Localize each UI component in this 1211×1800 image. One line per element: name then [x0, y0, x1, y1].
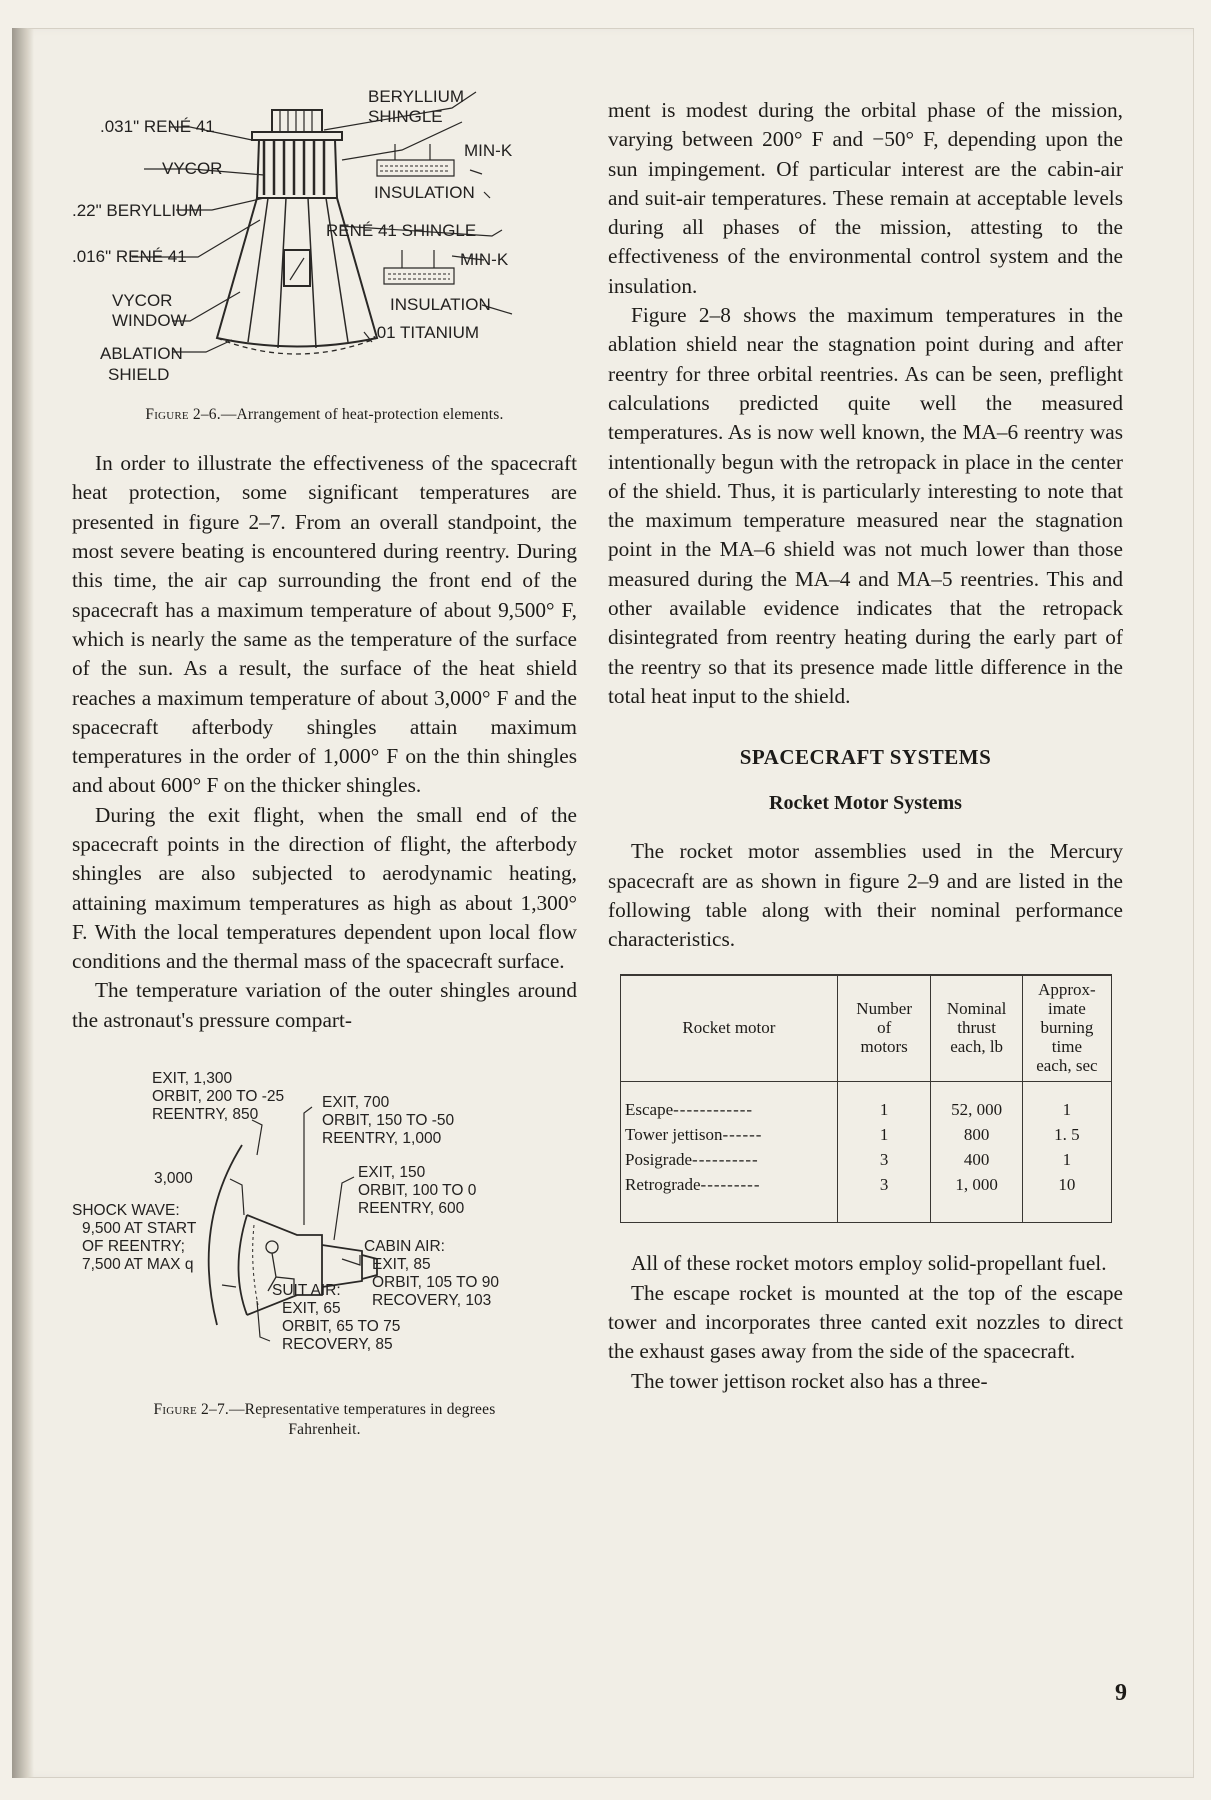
label-suit-1: SUIT AIR: — [272, 1282, 341, 1300]
figure-2-7-caption — [72, 1400, 577, 1440]
header-time-line4: time — [1051, 1037, 1082, 1057]
intro-paragraph: The rocket motor assemblies used in the Mercury spacecraft are as shown in figure 2–9 and are listed in the following table along with their nominal performance characteristics. — [608, 839, 1123, 952]
table-header-row — [621, 975, 1112, 1082]
header-time-line2: imate — [1048, 999, 1086, 1019]
row-time: 1 — [1022, 1082, 1111, 1123]
label-vycor-window-1: VYCOR — [112, 291, 173, 310]
header-number — [837, 975, 931, 1082]
table-row — [621, 1147, 1112, 1172]
figure-2-7-caption-line2: Fahrenheit. — [288, 1421, 361, 1439]
header-number-line1: Number — [856, 999, 913, 1019]
heat-protection-diagram — [72, 80, 577, 400]
label-titanium: .01 TITANIUM — [372, 323, 480, 342]
header-thrust — [931, 975, 1022, 1082]
row-number: 3 — [837, 1147, 931, 1172]
label-reentry-850: REENTRY, 850 — [152, 1106, 259, 1124]
label-ablation-1: ABLATION — [100, 344, 183, 363]
subsection-title: Rocket Motor Systems — [769, 792, 962, 815]
label-orbit-200: ORBIT, 200 TO -25 — [152, 1088, 285, 1106]
row-leader: ------ — [722, 1125, 763, 1145]
label-cabin-4: RECOVERY, 103 — [372, 1292, 492, 1310]
header-time-line1: Approx- — [1038, 980, 1096, 1000]
header-thrust-line2: thrust — [957, 1018, 996, 1038]
label-exit-700: EXIT, 700 — [322, 1094, 390, 1112]
figure-2-6-caption-text: —Arrangement of heat-protection elements. — [220, 406, 504, 423]
header-rocket-motor: Rocket motor — [621, 975, 838, 1082]
label-insulation-1: INSULATION — [374, 183, 475, 202]
right-bottom-paragraph-2: The escape rocket is mounted at the top of the escape tower and incorporates three canted exit nozzles to direct the exhaust gases away from the side of the spacecraft. — [608, 1280, 1123, 1364]
row-number: 1 — [837, 1122, 931, 1147]
row-number: 3 — [837, 1172, 931, 1223]
figure-2-7-caption-line1: —Representative temperatures in degrees — [228, 1401, 496, 1419]
row-name — [621, 1082, 838, 1123]
label-suit-3: ORBIT, 65 TO 75 — [282, 1318, 401, 1336]
table-row — [621, 1082, 1112, 1123]
left-text — [72, 449, 577, 1035]
figure-2-6-caption — [72, 405, 577, 425]
header-time-line3: burning — [1040, 1018, 1094, 1038]
page-number: 9 — [1115, 1680, 1127, 1706]
header-thrust-line1: Nominal — [946, 999, 1007, 1019]
label-beryllium-shingle-2: SHINGLE — [368, 107, 443, 126]
header-number-line2: of — [877, 1018, 892, 1038]
label-cabin-2: EXIT, 85 — [372, 1256, 431, 1274]
rocket-motor-table — [620, 974, 1112, 1223]
right-bottom-paragraph-3: The tower jettison rocket also has a three- — [631, 1368, 988, 1393]
row-thrust: 400 — [931, 1147, 1022, 1172]
label-reentry-600: REENTRY, 600 — [358, 1200, 465, 1218]
page-binding — [12, 28, 34, 1778]
row-name — [621, 1172, 838, 1223]
row-name-text: Tower jettison — [625, 1125, 723, 1145]
label-rene-031: .031" RENÉ 41 — [100, 117, 215, 136]
left-paragraph-1: In order to illustrate the effectiveness of the spacecraft heat protection, some significant temperatures are presented in figure 2–7. From an overall standpoint, the most severe beating is encountered during reentry. During this time, the air cap surrounding the front end of the spacecraft has a maximum temperature of about 9,500° F, which is nearly the same as the temperature of the surface of the sun. As a result, the surface of the heat shield reaches a maximum temperature of about 3,000° F and the spacecraft afterbody shingles attain maximum temperatures in the order of 1,000° F on the thin shingles and about 600° F on the thicker shingles. — [72, 451, 577, 798]
row-leader: ---------- — [692, 1150, 759, 1170]
right-column — [608, 96, 1123, 1396]
row-leader: ------------ — [673, 1100, 754, 1120]
label-suit-4: RECOVERY, 85 — [282, 1336, 393, 1354]
right-paragraph-1: ment is modest during the orbital phase of the mission, varying between 200° F and −50° F, depending upon the sun impingement. Of particular interest are the cabin-air and suit-air temperatures. These remain at acceptable levels during all phases of the mission, attesting to the effectiveness of the environmental control system and the insulation. — [608, 98, 1123, 298]
label-rene-shingle: RENÉ 41 SHINGLE — [326, 221, 477, 240]
row-name-text: Posigrade — [625, 1150, 693, 1170]
section-title: SPACECRAFT SYSTEMS — [739, 745, 992, 770]
label-orbit-150: ORBIT, 150 TO -50 — [322, 1112, 455, 1130]
header-time-line5: each, sec — [1036, 1056, 1098, 1076]
label-suit-2: EXIT, 65 — [282, 1300, 341, 1318]
label-beryllium-shingle-1: BERYLLIUM — [368, 87, 465, 106]
label-shock-4: 7,500 AT MAX q — [82, 1256, 194, 1274]
figure-2-7 — [72, 1065, 577, 1440]
label-beryllium-22: .22" BERYLLIUM — [72, 201, 203, 220]
row-thrust: 1, 000 — [931, 1172, 1022, 1223]
label-exit-1300: EXIT, 1,300 — [152, 1070, 233, 1088]
row-thrust: 52, 000 — [931, 1082, 1022, 1123]
label-vycor: VYCOR — [162, 159, 223, 178]
row-thrust: 800 — [931, 1122, 1022, 1147]
left-paragraph-2: During the exit flight, when the small end of the spacecraft points in the direction of flight, the afterbody shingles are also subjected to aerodynamic heating, attaining maximum temperatures as high as about 1,300° F. With the local temperatures dependent upon local flow conditions and the thermal mass of the spacecraft surface. — [72, 802, 577, 974]
left-column — [72, 80, 577, 1440]
row-number: 1 — [837, 1082, 931, 1123]
label-exit-150: EXIT, 150 — [358, 1164, 426, 1182]
figure-2-6 — [72, 80, 577, 425]
label-rene-016: .016" RENÉ 41 — [72, 247, 187, 266]
right-bottom-paragraph-1: All of these rocket motors employ solid-propellant fuel. — [631, 1251, 1107, 1276]
left-paragraph-3: The temperature variation of the outer shingles around the astronaut's pressure compart- — [72, 978, 577, 1032]
row-time: 10 — [1022, 1172, 1111, 1223]
label-shock-1: SHOCK WAVE: — [72, 1202, 180, 1220]
label-shock-3: OF REENTRY; — [82, 1238, 185, 1256]
row-name-text: Retrograde — [625, 1175, 701, 1195]
right-paragraph-2: Figure 2–8 shows the maximum temperatures in the ablation shield near the stagnation point during and after reentry for three orbital reentries. As can be seen, preflight calculations predicted quite well the measured temperatures. As is now well known, the MA–6 reentry was intentionally begun with the retropack in place in the center of the shield. Thus, it is particularly interesting to note that the maximum temperature measured near the stagnation point in the MA–6 shield was not much lower than those measured during the MA–4 and MA–5 reentries. This and other available evidence indicates that the retropack disintegrated from reentry heating during the early part of the reentry so that its presence made little difference in the total heat input to the shield. — [608, 303, 1123, 708]
table-row — [621, 1122, 1112, 1147]
label-ablation-2: SHIELD — [108, 365, 170, 384]
label-orbit-100: ORBIT, 100 TO 0 — [358, 1182, 477, 1200]
temperature-diagram — [72, 1065, 577, 1395]
label-vycor-window-2: WINDOW — [112, 311, 187, 330]
label-mink-2: MIN-K — [460, 250, 509, 269]
header-time — [1022, 975, 1111, 1082]
label-cabin-3: ORBIT, 105 TO 90 — [372, 1274, 499, 1292]
figure-2-6-caption-label: Figure 2–6. — [145, 406, 221, 423]
header-number-line3: motors — [860, 1037, 908, 1057]
row-name — [621, 1147, 838, 1172]
table-row — [621, 1172, 1112, 1223]
label-mink-1: MIN-K — [464, 141, 513, 160]
header-thrust-line3: each, lb — [950, 1037, 1004, 1057]
label-3000: 3,000 — [154, 1170, 193, 1188]
row-leader: --------- — [700, 1175, 761, 1195]
row-time: 1. 5 — [1022, 1122, 1111, 1147]
row-name-text: Escape — [625, 1100, 674, 1120]
figure-2-7-caption-label: Figure 2–7. — [153, 1401, 229, 1419]
row-time: 1 — [1022, 1147, 1111, 1172]
label-insulation-2: INSULATION — [390, 295, 491, 314]
row-name — [621, 1122, 838, 1147]
label-reentry-1000: REENTRY, 1,000 — [322, 1130, 442, 1148]
label-cabin-1: CABIN AIR: — [364, 1238, 445, 1256]
label-shock-2: 9,500 AT START — [82, 1220, 197, 1238]
